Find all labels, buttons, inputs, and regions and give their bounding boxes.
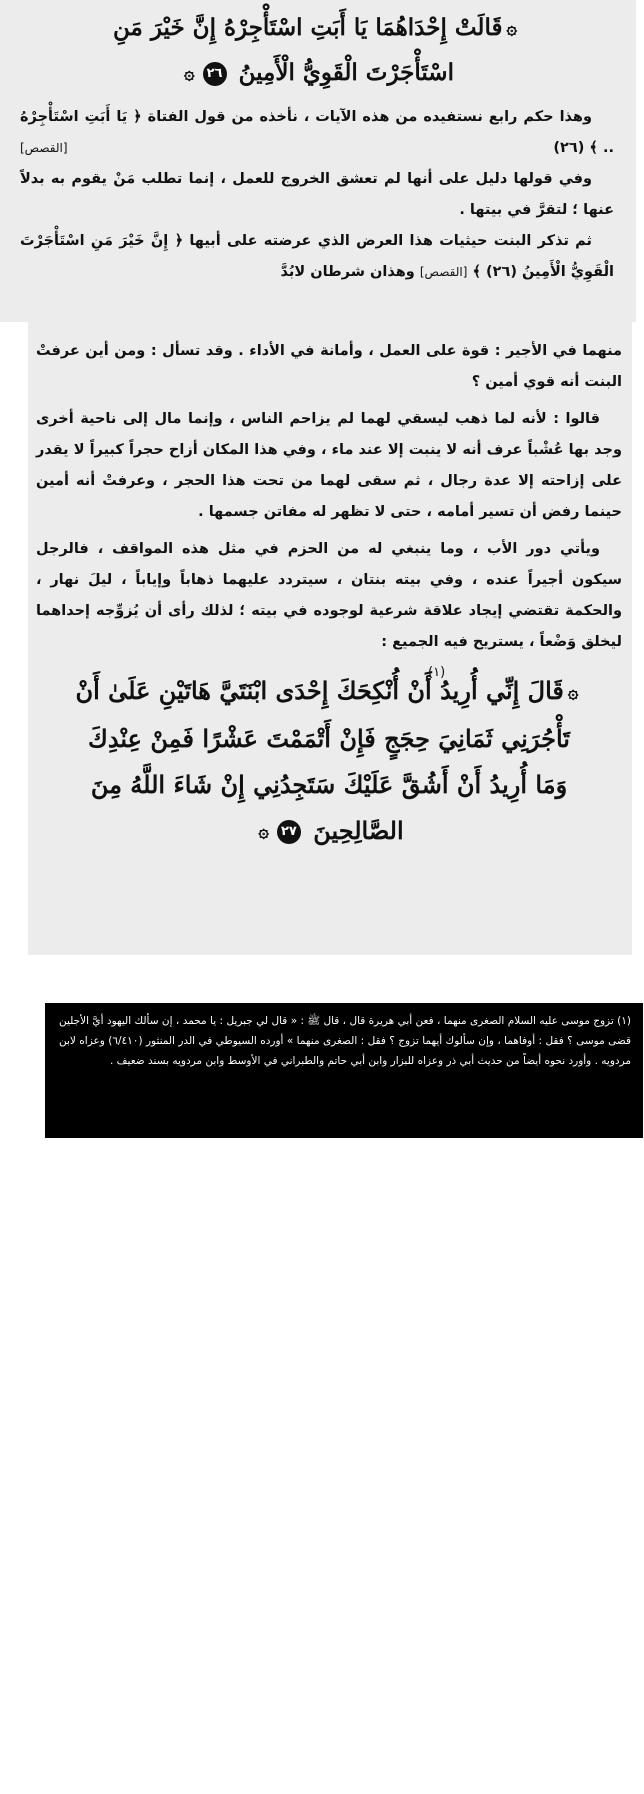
verse-close-ornament-icon: ۞ — [184, 63, 195, 84]
footnote-box — [45, 1003, 643, 1138]
inline-quote: ﴿ يَا أَبَتِ اسْتَأْجِرْهُ .. ﴾ (٢٦) — [20, 109, 614, 156]
paragraph — [20, 102, 614, 164]
quran-verse-26 — [20, 6, 614, 96]
paragraph: ويأتي دور الأب ، وما ينبغي له من الحزم في مثل هذه المواقف ، فالرجل سيكون أجيراً عنده ، وفي بيته بنتان ، سيتردد عليهما ذهاباً وإياباً ، ليلَ نهار ، والحكمة تقتضي إيجاد علاقة شرعية لوجوده في بيته ؛ لذلك رأى أن يُزوِّجه إحداهما ليخلق وَضْعاً ، يستريح فيه الجميع : — [36, 541, 622, 650]
page-section-middle — [28, 322, 632, 955]
verse-line: قَالَتْ إِحْدَاهُمَا يَا أَبَتِ اسْتَأْجِرْهُ إِنَّ خَيْرَ مَنِ — [112, 14, 503, 41]
footnote-text: (١) تزوج موسى عليه السلام الصغرى منهما ، فعن أبي هريرة قال ، قال ﷺ : « قال لي جبريل : يا محمد ، إن سألك اليهود أيَّ الأجلين قضى موسى ؟ فقل : أوفاهما ، وإن سألوك أيهما تزوج ؟ فقل : الصغرى منهما » أورده السيوطي في الدر المنثور (٦/٤١٠) وعزاه لابن مردويه . وأورد نحوه أيضاً من حديث أبي ذر وعزاه للبزار وابن أبي حاتم والطبراني في الأوسط وابن مردويه بسند ضعيف . — [59, 1015, 631, 1067]
verse-number-badge: ٢٦ — [203, 62, 227, 86]
paragraph: قالوا : لأنه لما ذهب ليسقي لهما لم يزاحم الناس ، وإنما مال إلى ناحية أخرى وجد بها عُشْباً عرف أنه لا ينبت إلا عند ماء ، وفي هذا المكان أزاح حجراً كبيراً لا يقدر على إزاحته إلا عدة رجال ، ثم سقى لهما من تحت هذا الحجر ، وعرفتْ أنه أمين حينما رفض أن تسير أمامه ، حتى لا تظهر له مفاتن جسمها . — [36, 411, 622, 520]
paragraph-text: وهذا حكم رابع نستفيده من هذه الآيات ، نأخذه من قول الفتاة — [147, 109, 592, 125]
verse-line: اسْتَأْجَرْتَ الْقَوِيُّ الْأَمِينُ — [238, 59, 454, 86]
verse-line: وَمَا أُرِيدُ أَنْ أَشُقَّ عَلَيْكَ سَتَجِدُنِي إِنْ شَاءَ اللَّهُ مِنَ — [90, 769, 568, 799]
paragraph-text: وهذان شرطان لابُدَّ — [280, 264, 415, 280]
surah-reference: [القصص] — [20, 141, 68, 155]
verse-line: تَأْجُرَنِي ثَمَانِيَ حِجَجٍ فَإِنْ أَتْمَمْتَ عَشْرًا فَمِنْ عِنْدِكَ — [88, 723, 570, 753]
quran-verse-27 — [36, 665, 622, 855]
paragraph: منهما في الأجير : قوة على العمل ، وأمانة في الأداء . وقد تسأل : ومن أين عرفتْ البنت أنه قوي أمين ؟ — [36, 343, 622, 390]
paragraph — [20, 226, 614, 288]
paragraph-text: ثم تذكر البنت حيثيات هذا العرض الذي عرضته على أبيها ﴿ إِنَّ خَيْرَ مَنِ اسْتَأْجَرْتَ الْقَوِيُّ الْأَمِينُ (٢٦) ﴾ — [20, 233, 614, 280]
footnote-marker: (١) — [428, 665, 446, 680]
page-section-top — [0, 0, 636, 322]
verse-open-ornament-icon: ۞ — [506, 18, 517, 39]
verse-line: قَالَ إِنِّي أُرِيدُ أَنْ أُنْكِحَكَ إِحْدَى ابْنَتَيَّ هَاتَيْنِ عَلَىٰ أَنْ — [75, 676, 564, 705]
verse-line: الصَّالِحِينَ — [313, 815, 404, 845]
verse-close-ornament-icon: ۞ — [258, 821, 269, 842]
paragraph: وفي قولها دليل على أنها لم تعشق الخروج للعمل ، إنما تطلب مَنْ يقوم به بدلاً عنها ؛ لتقرَّ في بيتها . — [20, 171, 614, 218]
verse-number-badge: ٢٧ — [277, 820, 301, 844]
surah-reference: [القصص] — [419, 265, 468, 279]
verse-open-ornament-icon: ۞ — [567, 681, 579, 703]
